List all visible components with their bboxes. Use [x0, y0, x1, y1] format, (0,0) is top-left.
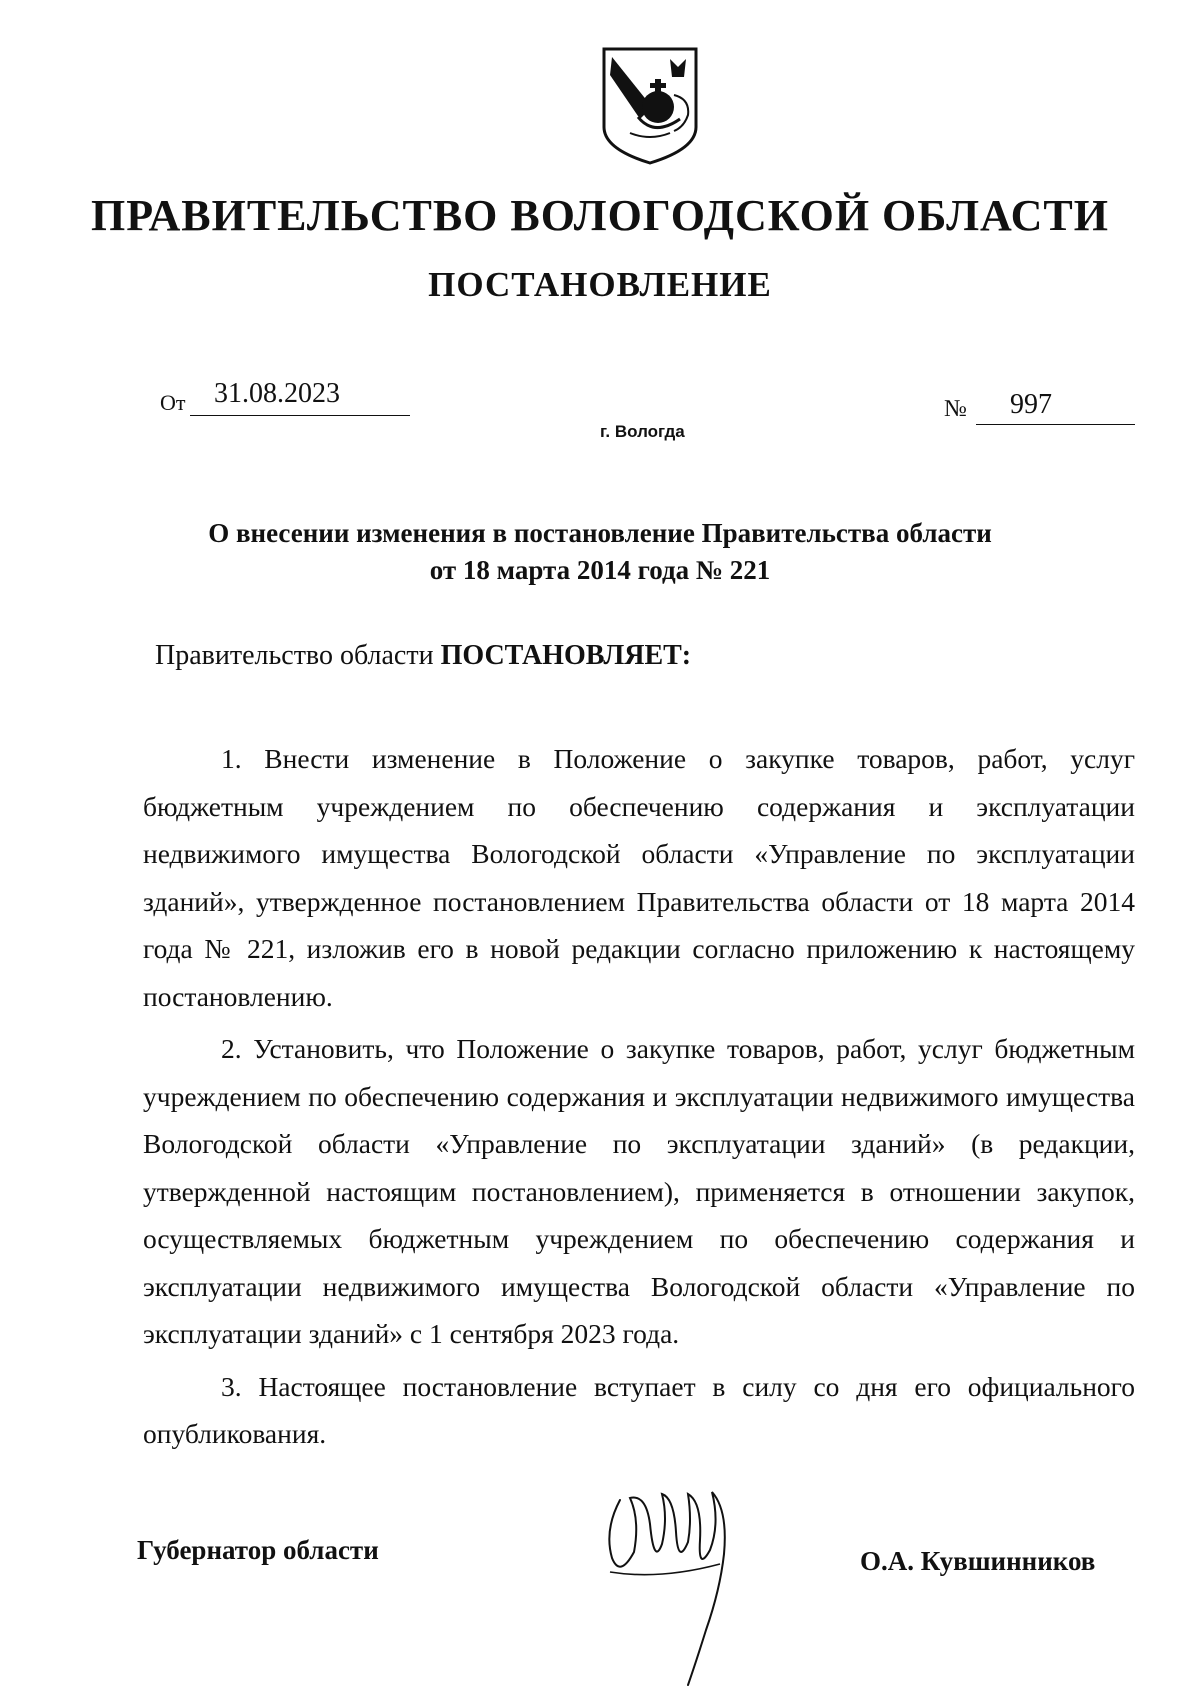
signer-name: О.А. Кувшинников [860, 1546, 1096, 1576]
document-body [143, 735, 1135, 1463]
document-type: ПОСТАНОВЛЕНИЕ [428, 265, 772, 304]
organization-title: ПРАВИТЕЛЬСТВО ВОЛОГОДСКОЙ ОБЛАСТИ [91, 191, 1109, 240]
preamble [155, 640, 691, 672]
subject-line-2: от 18 марта 2014 года № 221 [429, 555, 771, 585]
document-date: 31.08.2023 [190, 377, 410, 416]
subject-line-1: О внесении изменения в постановление Правительства области [208, 518, 992, 548]
preamble-text: Правительство области [155, 640, 441, 671]
coat-of-arms-emblem [600, 45, 700, 167]
document-number: 997 [976, 389, 1135, 425]
city-label: г. Вологда [600, 422, 685, 441]
signer-title: Губернатор области [137, 1535, 379, 1565]
preamble-bold: ПОСТАНОВЛЯЕТ: [440, 640, 692, 671]
paragraph-3: 3. Настоящее постановление вступает в силу со дня его официального опубликования. [143, 1370, 1135, 1449]
handwritten-signature [600, 1480, 745, 1690]
number-prefix: № [944, 396, 967, 422]
paragraph-1: 1. Внести изменение в Положение о закупке товаров, работ, услуг бюджетным учреждением по обеспечению содержания и эксплуатации недвижимого имущества Вологодской области «Управление по эксплуатации зданий», утвержденное постановлением Правительства области от 18 марта 2014 года № 221, изложив его в новой редакции согласно приложению к настоящему постановлению. [143, 743, 1135, 1012]
paragraph-2: 2. Установить, что Положение о закупке товаров, работ, услуг бюджетным учреждением по обеспечению содержания и эксплуатации недвижимого имущества Вологодской области «Управление по эксплуатации зданий» (в редакции, утвержденной настоящим постановлением), применяется в отношении закупок, осуществляемых бюджетным учреждением по обеспечению содержания и эксплуатации недвижимого имущества Вологодской области «Управление по эксплуатации зданий» с 1 сентября 2023 года. [143, 1033, 1135, 1349]
document-subject [0, 515, 1200, 589]
date-prefix: От [160, 390, 186, 415]
